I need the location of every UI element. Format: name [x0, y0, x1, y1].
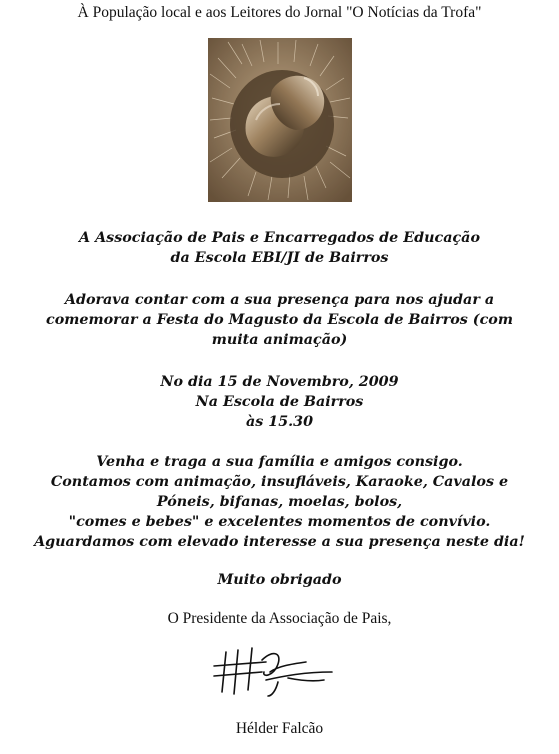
org-section — [0, 228, 559, 268]
invite-line: comemorar a Festa do Magusto da Escola de Bairros (com — [46, 312, 513, 328]
date-line: No dia 15 de Novembro, 2009 — [160, 374, 399, 390]
venue-line: Na Escola de Bairros — [195, 394, 364, 410]
thanks-line: Muito obrigado — [217, 572, 342, 588]
details-line: "comes e bebes" e excelentes momentos de convívio. — [68, 514, 491, 530]
date-section — [0, 372, 559, 432]
org-line: A Associação de Pais e Encarregados de Educação — [79, 230, 480, 246]
invite-line: muita animação) — [211, 332, 348, 348]
closing-role: O Presidente da Associação de Pais, — [167, 610, 392, 627]
handwritten-signature — [212, 642, 336, 698]
org-line: da Escola EBI/JI de Bairros — [170, 250, 389, 266]
details-section — [0, 452, 559, 552]
signer-name: Hélder Falcão — [235, 720, 324, 737]
invite-line: Adorava contar com a sua presença para nos ajudar a — [64, 292, 495, 308]
details-line: Póneis, bifanas, moelas, bolos, — [156, 494, 403, 510]
letter-header: À População local e aos Leitores do Jornal "O Notícias da Trofa" — [77, 4, 482, 21]
details-line: Aguardamos com elevado interesse a sua presença neste dia! — [34, 534, 525, 550]
details-line: Venha e traga a sua família e amigos consigo. — [96, 454, 463, 470]
chestnut-photo — [208, 38, 352, 202]
details-line: Contamos com animação, insufláveis, Karaoke, Cavalos e — [50, 474, 509, 490]
invite-section — [0, 290, 559, 350]
time-line: às 15.30 — [245, 414, 314, 430]
